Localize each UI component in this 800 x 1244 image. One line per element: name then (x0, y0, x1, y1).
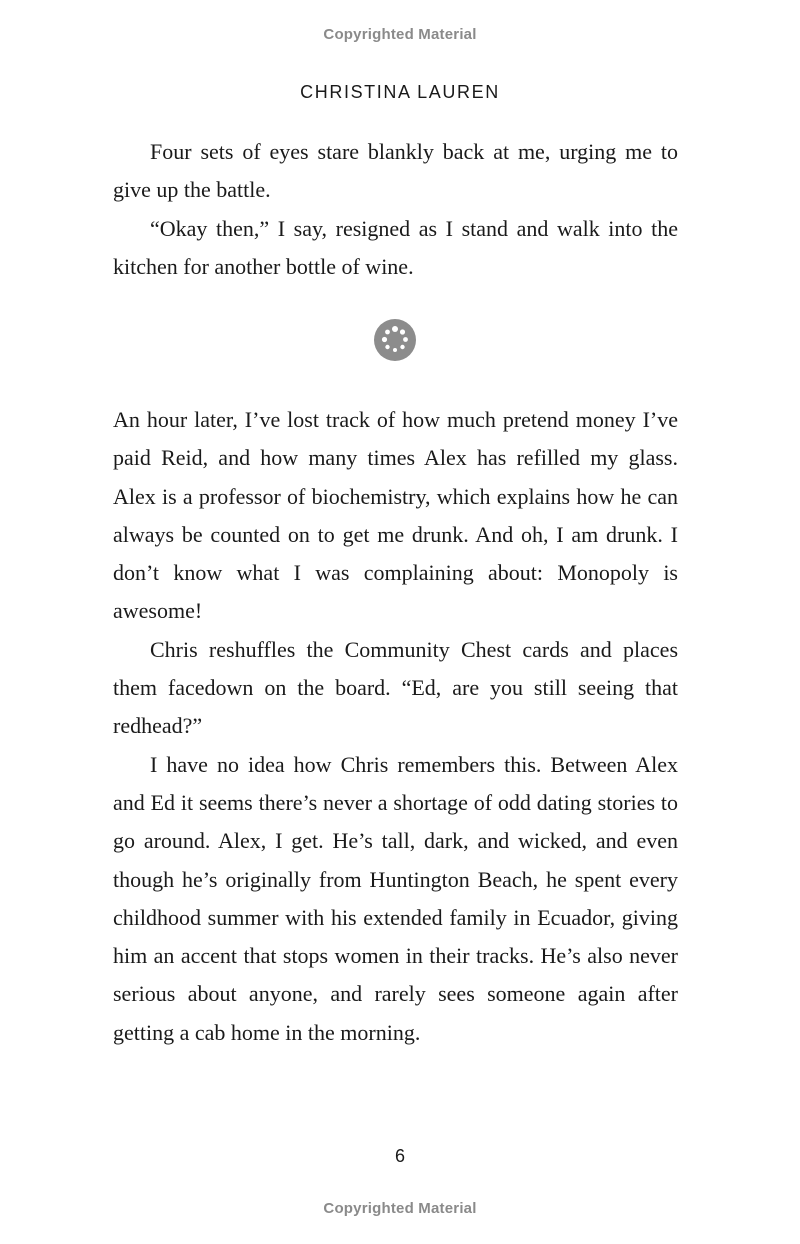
copyright-watermark-bottom: Copyrighted Material (323, 1200, 477, 1217)
paragraph: An hour later, I’ve lost track of how much pretend money I’ve paid Reid, and how many times Alex has refilled my glass. Alex is a professor of biochemistry, which explains how he can always be counted on to get me drunk. And oh, I am drunk. I don’t know what I was complaining about: Monopoly is awesome! (113, 407, 678, 624)
paragraph: Chris reshuffles the Community Chest cards and places them facedown on the board. “Ed, are you still seeing that redhead?” (113, 636, 678, 739)
body-text-section-one (113, 133, 678, 286)
paragraph: “Okay then,” I say, resigned as I stand and walk into the kitchen for another bottle of wine. (113, 215, 678, 279)
paragraph: I have no idea how Chris remembers this. Between Alex and Ed it seems there’s never a shortage of odd dating stories to go around. Alex, I get. He’s tall, dark, and wicked, and even though he’s originally from Huntington Beach, he spent every childhood summer with his extended family in Ecuador, giving him an accent that stops women in their tracks. He’s also never serious about anyone, and rarely sees someone again after getting a cab home in the morning. (113, 751, 678, 1045)
copyright-watermark-top: Copyrighted Material (323, 26, 477, 43)
scene-break-ornament-icon (374, 319, 416, 361)
page-number: 6 (394, 1146, 405, 1166)
body-text-section-two (113, 401, 678, 1052)
paragraph: Four sets of eyes stare blankly back at me, urging me to give up the battle. (113, 139, 678, 203)
running-head-author: CHRISTINA LAUREN (300, 82, 500, 102)
